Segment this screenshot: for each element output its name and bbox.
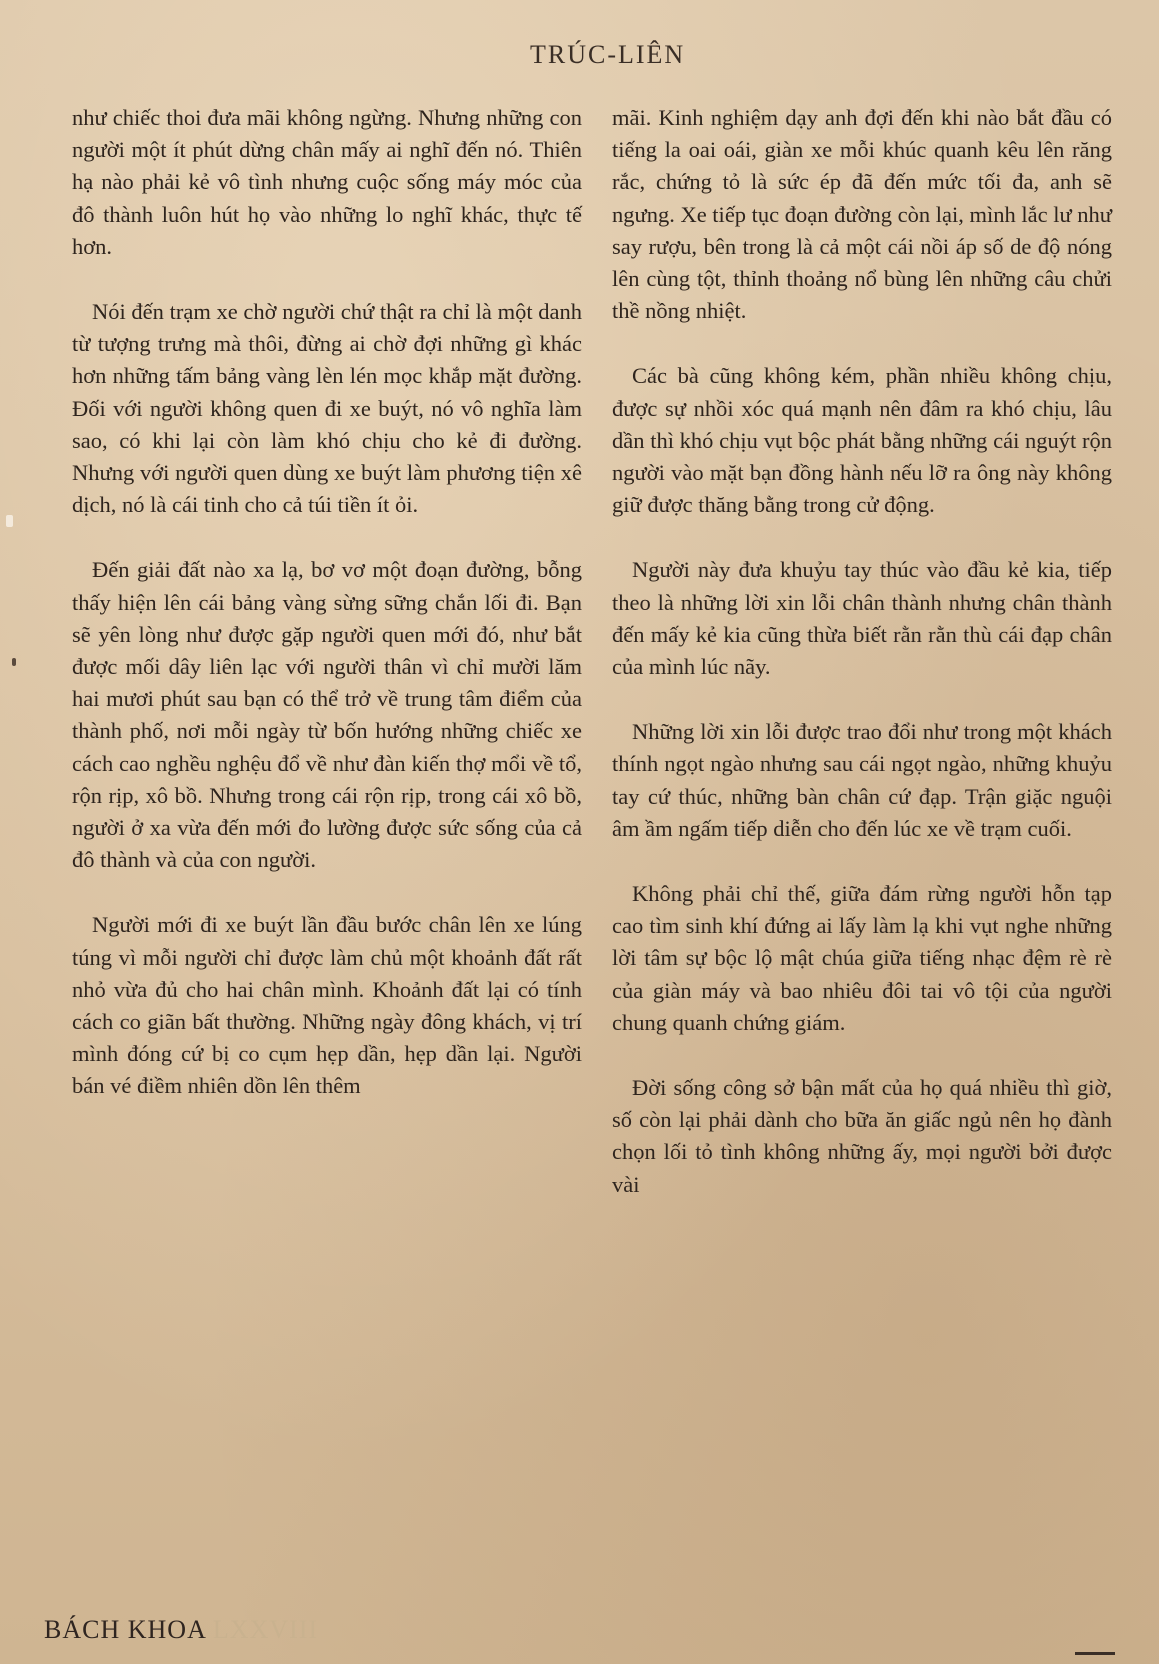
right-text-column — [612, 102, 1112, 1234]
footer-rule — [1075, 1652, 1115, 1655]
magazine-name: BÁCH KHOA — [44, 1615, 206, 1644]
paragraph: Những lời xin lỗi được trao đổi như trong một khách thính ngọt ngào nhưng sau cái ngọt ngào, những khuỷu tay cứ thúc, những bàn chân cứ đạp. Trận giặc nguội âm ầm ngấm tiếp diễn cho đến lúc xe về trạm cuối. — [612, 719, 1112, 841]
paper-edge-mark — [6, 515, 13, 527]
paragraph: Người mới đi xe buýt lần đầu bước chân lên xe lúng túng vì mỗi người chỉ được làm chủ một khoảnh đất rất nhỏ vừa đủ cho hai chân mình. Khoảnh đất lại có tính cách co giãn bất thường. Những ngày đông khách, vị trí mình đóng cứ bị co cụm hẹp dần, hẹp dần lại. Người bán vé điềm nhiên dồn lên thêm — [72, 912, 582, 1099]
page-footer — [44, 1615, 318, 1645]
paragraph: Các bà cũng không kém, phần nhiều không chịu, được sự nhồi xóc quá mạnh nên đâm ra khó chịu, lâu dần thì khó chịu vụt bộc phát bằng những cái nguýt rộn người vào mặt bạn đồng hành nếu lỡ ra ông này không giữ được thăng bằng trong cử động. — [612, 363, 1112, 518]
issue-number: LXXVIII — [212, 1615, 319, 1644]
paper-edge-mark — [12, 658, 16, 666]
paragraph: Đời sống công sở bận mất của họ quá nhiều thì giờ, số còn lại phải dành cho bữa ăn giấc ngủ nên họ đành chọn lối tỏ tình không những ấy, mọi người bởi được vài — [612, 1075, 1112, 1197]
left-text-column — [72, 102, 582, 1136]
running-header: TRÚC-LIÊN — [530, 40, 686, 69]
paragraph: Nói đến trạm xe chờ người chứ thật ra chỉ là một danh từ tượng trưng mà thôi, đừng ai chờ đợi những gì khác hơn những tấm bảng vàng lèn lén mọc khắp mặt đường. Đối với người không quen đi xe buýt, nó vô nghĩa làm sao, có khi lại còn làm khó chịu cho kẻ đi đường. Nhưng với người quen dùng xe buýt làm phương tiện xê dịch, nó là cái tinh cho cả túi tiền ít ỏi. — [72, 299, 582, 518]
paragraph: như chiếc thoi đưa mãi không ngừng. Nhưng những con người một ít phút dừng chân mấy ai nghĩ đến nó. Thiên hạ nào phải kẻ vô tình nhưng cuộc sống máy móc của đô thành luôn hút họ vào những lo nghĩ khác, thực tế hơn. — [72, 105, 582, 259]
paragraph: Không phải chỉ thế, giữa đám rừng người hỗn tạp cao tìm sinh khí đứng ai lấy làm lạ khi vụt nghe những lời tâm sự bộc lộ mật chúa giữa tiếng nhạc đệm rè rè của giàn máy và bao nhiêu đôi tai vô tội của người chung quanh chứng giám. — [612, 881, 1112, 1035]
paragraph: Đến giải đất nào xa lạ, bơ vơ một đoạn đường, bỗng thấy hiện lên cái bảng vàng sừng sững chắn lối đi. Bạn sẽ yên lòng như được gặp người quen mới đó, như bắt được mối dây liên lạc với người thân vì chỉ mười lăm hai mươi phút sau bạn có thể trở về trung tâm điểm của thành phố, nơi mỗi ngày từ bốn hướng những chiếc xe cách cao nghều nghệu đổ về như đàn kiến thợ mổi về tổ, rộn rịp, xô bồ. Nhưng trong cái rộn rịp, trong cái xô bồ, người ở xa vừa đến mới đo lường được sức sống của cả đô thành và của con người. — [72, 557, 582, 873]
paragraph: Người này đưa khuỷu tay thúc vào đầu kẻ kia, tiếp theo là những lời xin lỗi chân thành nhưng chân thành đến mấy kẻ kia cũng thừa biết rằn rằn thù cái đạp chân của mình lúc nãy. — [612, 557, 1112, 680]
paragraph: mãi. Kinh nghiệm dạy anh đợi đến khi nào bắt đầu có tiếng la oai oái, giàn xe mỗi khúc quanh kêu lên răng rắc, chứng tỏ là sức ép đã đến mức tối đa, anh sẽ ngưng. Xe tiếp tục đoạn đường còn lại, mình lắc lư như say rượu, bên trong là cả một cái nồi áp số de độ nóng lên cùng tột, thỉnh thoảng nổ bùng lên những câu chửi thề nồng nhiệt. — [612, 105, 1112, 324]
